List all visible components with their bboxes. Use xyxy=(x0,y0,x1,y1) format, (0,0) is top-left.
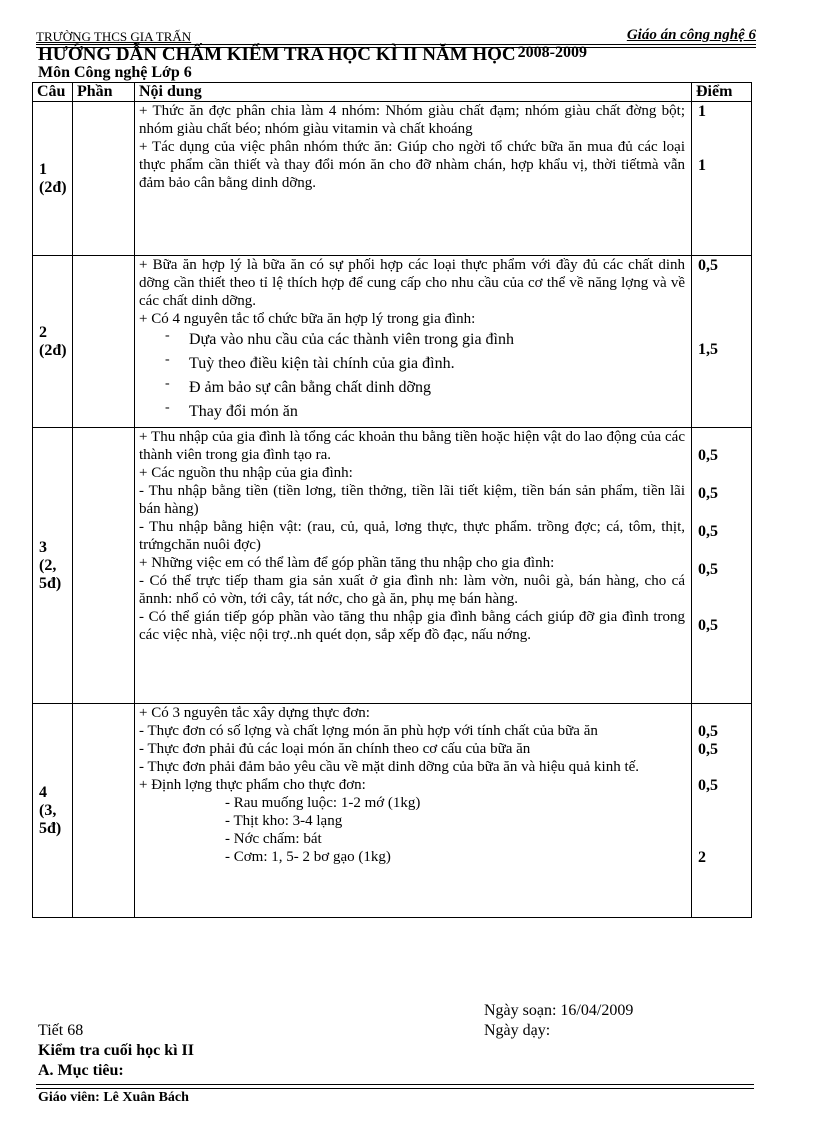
title-year: 2008-2009 xyxy=(517,44,587,61)
table-row-q4 xyxy=(33,704,752,918)
menu-item: - Nớc chấm: bát xyxy=(225,831,322,847)
menu-item: - Thịt kho: 3-4 lạng xyxy=(225,813,343,829)
document-subtitle: Môn Công nghệ Lớp 6 xyxy=(38,64,192,81)
list-item: - Tuỳ theo điều kiện tài chính của gia đình. xyxy=(139,352,685,376)
score-cell: 1 1 xyxy=(692,102,752,256)
section-heading: A. Mục tiêu: xyxy=(38,1062,124,1079)
part-cell xyxy=(73,704,135,918)
menu-item: - Cơm: 1, 5- 2 bơ gạo (1kg) xyxy=(225,849,391,865)
content-cell xyxy=(135,704,692,918)
content-line: + Các nguồn thu nhập của gia đình: xyxy=(139,465,353,481)
list-item: - Đ ảm bảo sự cân bằng chất dinh dỡng xyxy=(139,376,685,400)
exam-title: Kiểm tra cuối học kì II xyxy=(38,1042,194,1059)
question-number: 2 (2đ) xyxy=(33,256,73,428)
lesson-number: Tiết 68 xyxy=(38,1022,84,1039)
content-line: + Những việc em có thể làm để góp phần tăng thu nhập cho gia đình: xyxy=(139,555,555,571)
part-cell xyxy=(73,256,135,428)
content-line: + Định lợng thực phẩm cho thực đơn: xyxy=(139,777,366,793)
header-part: Phần xyxy=(73,83,135,102)
content-line: - Thực đơn có số lợng và chất lợng món ăn phù hợp với tính chất của bữa ăn xyxy=(139,723,598,739)
list-item: - Dựa vào nhu cầu của các thành viên trong gia đình xyxy=(139,328,685,352)
score-cell: 0,5 1,5 xyxy=(692,256,752,428)
content-cell xyxy=(135,428,692,704)
grading-table xyxy=(32,82,752,918)
content-line: - Thu nhập bằng hiện vật: (rau, củ, quả, lơng thực, thực phẩm. trồng đợc; cá, tôm, thịt, trứngchăn nuôi đợc) xyxy=(139,519,685,553)
part-cell xyxy=(73,102,135,256)
document-title xyxy=(38,44,587,66)
score-cell: 0,5 0,5 0,5 0,5 0,5 xyxy=(692,428,752,704)
content-line: - Thực đơn phải đủ các loại món ăn chính theo cơ cấu của bữa ăn xyxy=(139,741,531,757)
school-name: TRƯỜNG THCS GIA TRẤN xyxy=(36,29,192,44)
content-line: - Có thể trực tiếp tham gia sản xuất ở gia đình nh: làm vờn, nuôi gà, bán hàng, cho cá ănnh: nhổ cỏ vờn, tới cây, tát nớc, cho gà ăn, phụ mẹ bán hàng. xyxy=(139,573,685,607)
page-header xyxy=(36,24,756,45)
question-number: 1 (2đ) xyxy=(33,102,73,256)
header-question: Câu xyxy=(33,83,73,102)
question-number: 3 (2, 5đ) xyxy=(33,428,73,704)
table-row-q3 xyxy=(33,428,752,704)
content-paragraph: + Bữa ăn hợp lý là bữa ăn có sự phối hợp các loại thực phẩm với đầy đủ các chất dinh dỡng cần thiết theo tỉ lệ thích hợp để cung cấp cho nhu cầu của cơ thể về năng lợng và về các chất dinh dỡng. xyxy=(139,257,685,309)
header-content: Nội dung xyxy=(135,83,692,102)
footer-rule xyxy=(36,1088,754,1089)
content-line: - Có thể gián tiếp góp phần vào tăng thu nhập gia đình bằng cách giúp đỡ gia đình trong các việc nhà, việc nội trợ..nh quét dọn, sắp xếp đồ đạc, nấu nớng. xyxy=(139,609,685,643)
header-score: Điểm xyxy=(692,83,752,102)
content-line: + Thu nhập của gia đình là tổng các khoản thu bằng tiền hoặc hiện vật do lao động của các thành viên trong gia đình tạo ra. xyxy=(139,429,685,463)
subject-header: Giáo án công nghệ 6 xyxy=(626,27,756,43)
list-item: - Thay đổi món ăn xyxy=(139,400,685,424)
date-prepared: Ngày soạn: 16/04/2009 xyxy=(484,1002,634,1019)
date-taught: Ngày dạy: xyxy=(484,1022,551,1039)
content-cell xyxy=(135,102,692,256)
table-row-q1 xyxy=(33,102,752,256)
footer-rule xyxy=(36,1084,754,1085)
question-number: 4 (3, 5đ) xyxy=(33,704,73,918)
content-line: - Thu nhập bằng tiền (tiền lơng, tiền thởng, tiền lãi tiết kiệm, tiền bán sản phẩm, tiền lãi bán hàng) xyxy=(139,483,685,517)
content-paragraph: + Có 4 nguyên tắc tổ chức bữa ăn hợp lý trong gia đình: xyxy=(139,311,476,327)
content-cell xyxy=(135,256,692,428)
content-paragraph: + Tác dụng của việc phân nhóm thức ăn: Giúp cho ngời tổ chức bữa ăn mua đủ các loại thực phẩm cần thiết và thay đổi món ăn cho đỡ nhàm chán, hợp khẩu vị, thời tiếtmà vẫn đảm bảo cân bằng dinh dỡng. xyxy=(139,139,685,191)
table-row-q2 xyxy=(33,256,752,428)
score-cell: 0,5 0,5 0,5 2 xyxy=(692,704,752,918)
table-header-row xyxy=(33,83,752,102)
content-paragraph: + Thức ăn đợc phân chia làm 4 nhóm: Nhóm giàu chất đạm; nhóm giàu chất đờng bột; nhóm giàu chất béo; nhóm giàu vitamin và chất khoáng xyxy=(139,103,685,137)
content-line: + Có 3 nguyên tắc xây dựng thực đơn: xyxy=(139,705,370,721)
title-main: HƯỚNG DẪN CHẤM KIỂM TRA HỌC KÌ II NĂM HỌC xyxy=(38,44,516,65)
teacher-name: Giáo viên: Lê Xuân Bách xyxy=(38,1090,189,1105)
content-line: - Thực đơn phải đảm bảo yêu cầu về mặt dinh dỡng của bữa ăn và hiệu quả kinh tế. xyxy=(139,759,640,775)
part-cell xyxy=(73,428,135,704)
menu-item: - Rau muống luộc: 1-2 mớ (1kg) xyxy=(225,795,421,811)
